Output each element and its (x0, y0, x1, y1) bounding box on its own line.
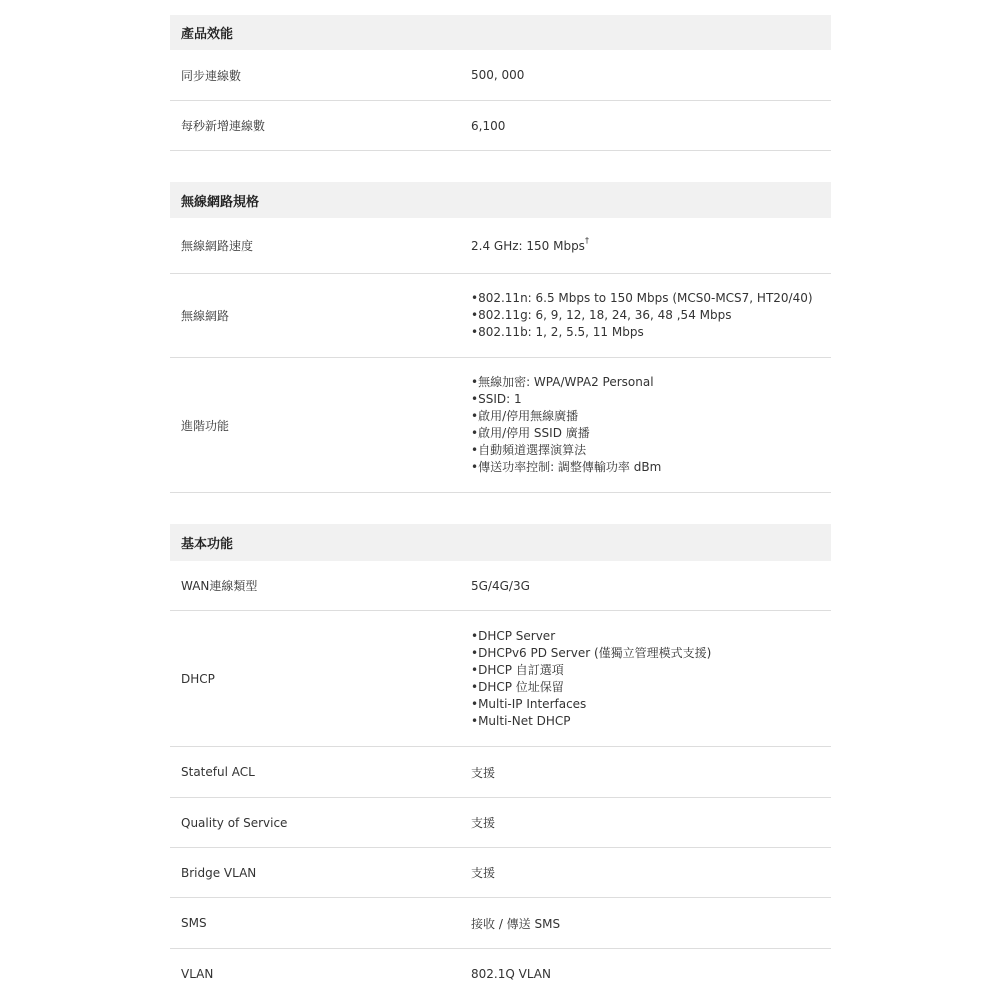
section-header-basic-features: 基本功能 (170, 524, 831, 561)
spec-label: Quality of Service (181, 815, 288, 830)
list-item: • 啟用/停用無線廣播 (471, 408, 831, 425)
spec-label: 無線網路 (181, 309, 230, 323)
spec-row-wireless-standards (170, 274, 831, 358)
spec-label: WAN連線類型 (181, 579, 258, 593)
spec-value: 500, 000 (471, 68, 525, 82)
spec-value (471, 374, 831, 476)
list-item: • Multi-IP Interfaces (471, 696, 831, 713)
spec-value: 5G/4G/3G (471, 578, 530, 593)
list-item: • DHCP 自訂選項 (471, 662, 831, 679)
spec-row-wireless-speed (170, 218, 831, 274)
list-item: • 無線加密: WPA/WPA2 Personal (471, 374, 831, 391)
list-item: • 啟用/停用 SSID 廣播 (471, 425, 831, 442)
spec-value: 6,100 (471, 118, 506, 133)
spec-label: 無線網路速度 (181, 239, 254, 253)
list-item: • DHCP 位址保留 (471, 679, 831, 696)
spec-value: 支援 (471, 765, 496, 780)
spec-value: 802.1Q VLAN (471, 967, 551, 981)
list-item: • 自動頻道選擇演算法 (471, 442, 831, 459)
spec-value: 支援 (471, 816, 496, 830)
dagger-footnote-mark: † (584, 235, 589, 245)
spec-row-concurrent-sessions (170, 50, 831, 101)
spec-label: VLAN (181, 967, 214, 981)
spec-table (170, 15, 831, 999)
section-header-performance: 產品效能 (170, 15, 831, 50)
spec-label: 每秒新增連線數 (181, 119, 266, 133)
spec-value: 2.4 GHz: 150 Mbps† (471, 235, 589, 253)
list-item: • DHCP Server (471, 628, 831, 645)
list-item: • 802.11n: 6.5 Mbps to 150 Mbps (MCS0-MCS7, HT20/40) (471, 290, 831, 307)
spec-row-stateful-acl (170, 747, 831, 798)
spec-value: 接收 / 傳送 SMS (471, 916, 561, 931)
spec-label: DHCP (181, 671, 215, 686)
spec-value (471, 290, 831, 341)
spec-row-dhcp (170, 611, 831, 747)
list-item: • 傳送功率控制: 調整傳輸功率 dBm (471, 459, 831, 476)
list-item: • 802.11g: 6, 9, 12, 18, 24, 36, 48 ,54 Mbps (471, 307, 831, 324)
spec-label: SMS (181, 916, 207, 930)
spec-row-new-sessions-per-second (170, 101, 831, 151)
spec-row-vlan (170, 949, 831, 999)
spec-row-advanced-features (170, 358, 831, 493)
spec-row-qos (170, 798, 831, 848)
spec-row-wan-type (170, 561, 831, 611)
spec-value: 支援 (471, 866, 496, 880)
section-header-wireless-spec: 無線網路規格 (170, 182, 831, 218)
spec-value (471, 628, 831, 730)
spec-label: Stateful ACL (181, 765, 255, 779)
spec-label: 進階功能 (181, 418, 230, 433)
spec-label: 同步連線數 (181, 68, 242, 83)
spec-row-sms (170, 898, 831, 949)
spec-label: Bridge VLAN (181, 865, 257, 880)
list-item: • Multi-Net DHCP (471, 713, 831, 730)
list-item: • SSID: 1 (471, 391, 831, 408)
list-item: • 802.11b: 1, 2, 5.5, 11 Mbps (471, 324, 831, 341)
list-item: • DHCPv6 PD Server (僅獨立管理模式支援) (471, 645, 831, 662)
spec-row-bridge-vlan (170, 848, 831, 898)
